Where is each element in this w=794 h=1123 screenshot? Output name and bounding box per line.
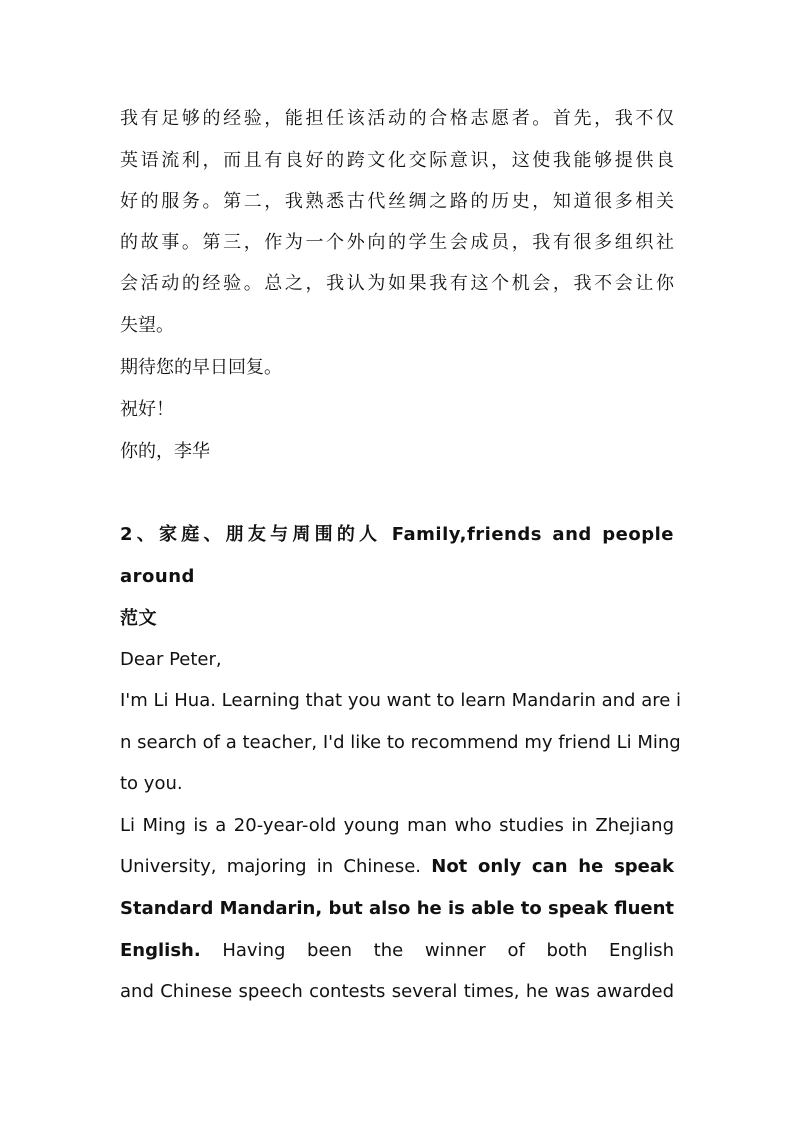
chinese-paragraph-line-5: 会活动的经验。总之，我认为如果我有这个机会，我不会让你 bbox=[120, 273, 674, 294]
chinese-paragraph-line-4: 的故事。第三，作为一个外向的学生会成员，我有很多组织社 bbox=[120, 232, 674, 253]
english-para2-line-2-normal: University, majoring in Chinese. bbox=[120, 856, 422, 877]
english-para2-line-5: and Chinese speech contests several times, he was awarded bbox=[120, 981, 674, 1002]
english-para1-line-1: I'm Li Hua. Learning that you want to learn Mandarin and are i bbox=[120, 690, 682, 711]
english-para2-line-3: Standard Mandarin, but also he is able to speak fluent bbox=[120, 898, 675, 919]
english-para2-line-4 bbox=[120, 939, 674, 963]
english-para2-line-4-normal: Having been the winner of both English bbox=[222, 940, 674, 961]
section-heading-line-1: 2、家庭、朋友与周围的人 Family,friends and people bbox=[120, 524, 674, 545]
english-para2-line-4-bold: English. bbox=[120, 940, 201, 961]
english-para2-line-2-bold: Not only can he speak bbox=[431, 856, 674, 877]
section-heading-line-2: around bbox=[120, 566, 195, 587]
chinese-paragraph-line-1: 我有足够的经验，能担任该活动的合格志愿者。首先，我不仅 bbox=[120, 108, 674, 129]
english-para1-line-3: to you. bbox=[120, 773, 183, 794]
english-para2-line-2 bbox=[120, 855, 674, 879]
sample-essay-label: 范文 bbox=[120, 608, 157, 629]
chinese-paragraph-line-3: 好的服务。第二，我熟悉古代丝绸之路的历史，知道很多相关 bbox=[120, 191, 674, 212]
english-salutation: Dear Peter, bbox=[120, 649, 222, 670]
chinese-paragraph-line-2: 英语流利，而且有良好的跨文化交际意识，这使我能够提供良 bbox=[120, 150, 674, 171]
chinese-closing: 期待您的早日回复。 bbox=[120, 357, 282, 378]
chinese-signature: 你的，李华 bbox=[120, 441, 210, 462]
english-para2-line-1: Li Ming is a 20-year-old young man who studies in Zhejiang bbox=[120, 815, 674, 836]
chinese-paragraph-line-6: 失望。 bbox=[120, 315, 174, 336]
english-para1-line-2: n search of a teacher, I'd like to recommend my friend Li Ming bbox=[120, 732, 681, 753]
chinese-regards: 祝好！ bbox=[120, 399, 174, 420]
